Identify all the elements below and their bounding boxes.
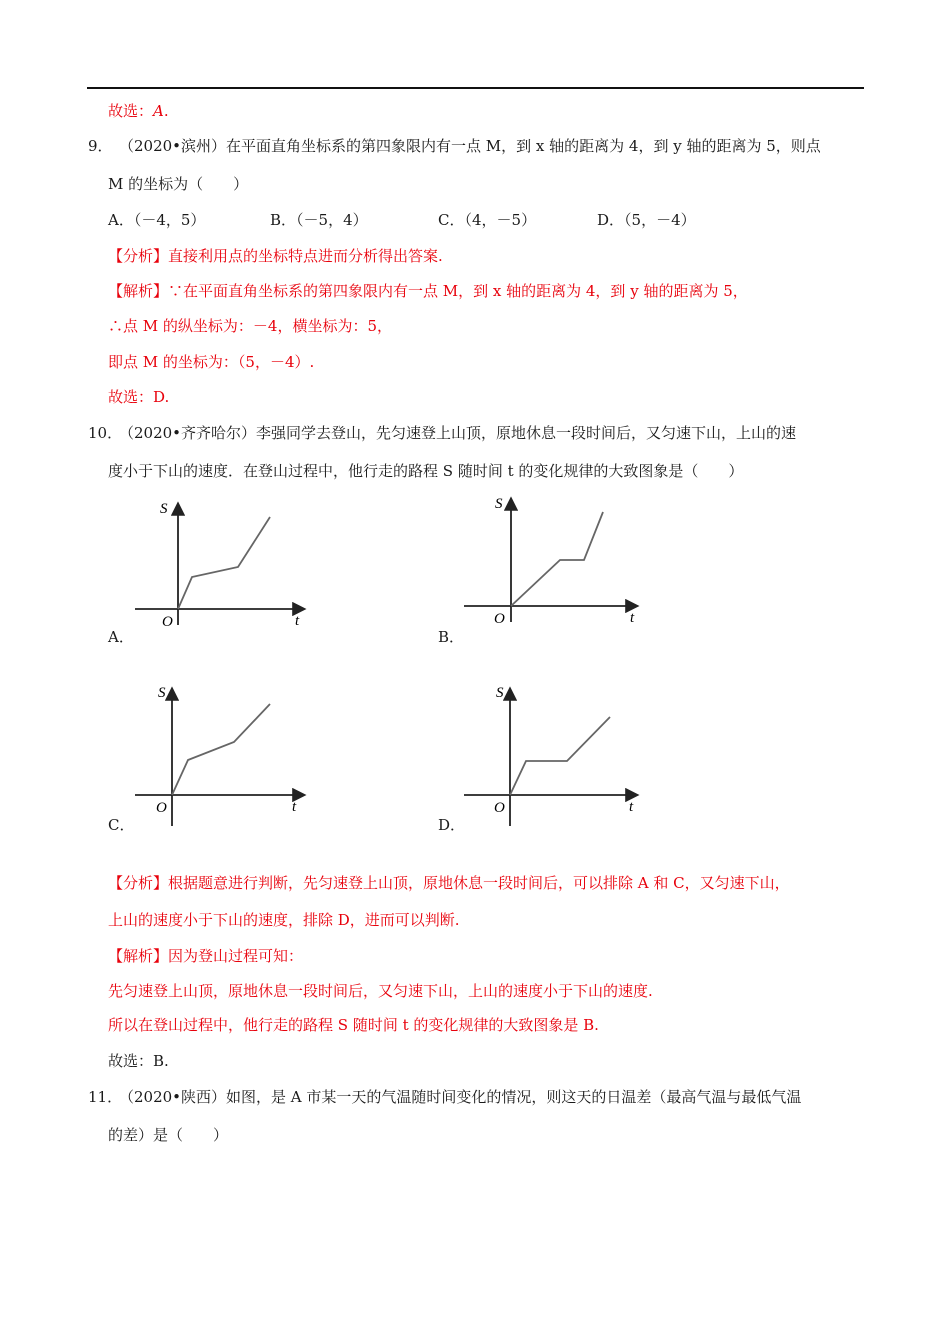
q9-analysis: 【分析】直接利用点的坐标特点进而分析得出答案. [108, 247, 443, 265]
t-axis-label: t [295, 613, 300, 629]
graph-d-line [510, 717, 610, 795]
q9-text-line1: （2020•滨州）在平面直角坐标系的第四象限内有一点 M，到 x 轴的距离为 4，到 y 轴的距离为 5，则点 [119, 137, 821, 155]
t-axis-label: t [630, 610, 635, 626]
q10-number: 10． [88, 424, 123, 442]
graph-d [460, 680, 650, 828]
graph-b [460, 492, 650, 630]
t-axis-label: t [292, 799, 297, 815]
graph-c-line [172, 704, 270, 795]
graph-c [130, 680, 310, 828]
s-axis-label: S [158, 685, 166, 701]
graph-b-line [511, 512, 603, 606]
origin-label: O [156, 800, 167, 816]
q9-number: 9． [88, 137, 113, 155]
origin-label: O [494, 800, 505, 816]
t-axis-label: t [629, 799, 634, 815]
q9-option-b: B．（－5，4） [270, 211, 368, 229]
q9-solution-line1: 【解析】∵在平面直角坐标系的第四象限内有一点 M，到 x 轴的距离为 4，到 y 轴的距离为 5， [108, 282, 748, 300]
q10-analysis-line1: 【分析】根据题意进行判断，先匀速登上山顶，原地休息一段时间后，可以排除 A 和 C，又匀速下山， [108, 874, 790, 892]
q9-text-line2: M 的坐标为（ ） [108, 175, 249, 193]
prev-answer: 故选：A. [108, 102, 169, 120]
q9-option-c: C．（4，－5） [438, 211, 537, 229]
graph-b-label: B． [438, 628, 465, 646]
q11-text-line1: （2020•陕西）如图，是 A 市某一天的气温随时间变化的情况，则这天的日温差（最高气温与最低气温 [119, 1088, 802, 1106]
graph-c-label: C． [108, 816, 135, 834]
q9-option-d: D．（5，－4） [597, 211, 696, 229]
graph-a-line [178, 517, 270, 609]
s-axis-label: S [495, 496, 503, 512]
s-axis-label: S [496, 685, 504, 701]
origin-label: O [494, 611, 505, 627]
q10-solution-line1: 【解析】因为登山过程可知： [108, 947, 304, 965]
q10-solution-line2: 先匀速登上山顶，原地休息一段时间后，又匀速下山，上山的速度小于下山的速度. [108, 982, 653, 1000]
graph-a [130, 495, 310, 630]
q9-option-a: A．（－4，5） [108, 211, 206, 229]
q10-answer: 故选：B. [108, 1052, 169, 1070]
q9-solution-line2: ∴点 M 的纵坐标为：－4，横坐标为：5， [108, 317, 392, 335]
s-axis-label: S [160, 501, 168, 517]
q9-solution-line3: 即点 M 的坐标为：（5，－4）. [108, 353, 315, 371]
graph-d-label: D． [438, 816, 466, 834]
q10-solution-line3: 所以在登山过程中，他行走的路程 S 随时间 t 的变化规律的大致图象是 B. [108, 1016, 599, 1034]
origin-label: O [162, 614, 173, 630]
q11-number: 11． [88, 1088, 123, 1106]
q11-text-line2: 的差）是（ ） [108, 1126, 229, 1144]
q10-text-line2: 度小于下山的速度．在登山过程中，他行走的路程 S 随时间 t 的变化规律的大致图象是（ ） [108, 462, 744, 480]
q9-answer: 故选：D. [108, 388, 170, 406]
q10-text-line1: （2020•齐齐哈尔）李强同学去登山，先匀速登上山顶，原地休息一段时间后，又匀速下山，上山的速 [119, 424, 797, 442]
header-rule [87, 87, 864, 89]
q10-analysis-line2: 上山的速度小于下山的速度，排除 D，进而可以判断. [108, 911, 460, 929]
graph-a-label: A． [108, 628, 134, 646]
